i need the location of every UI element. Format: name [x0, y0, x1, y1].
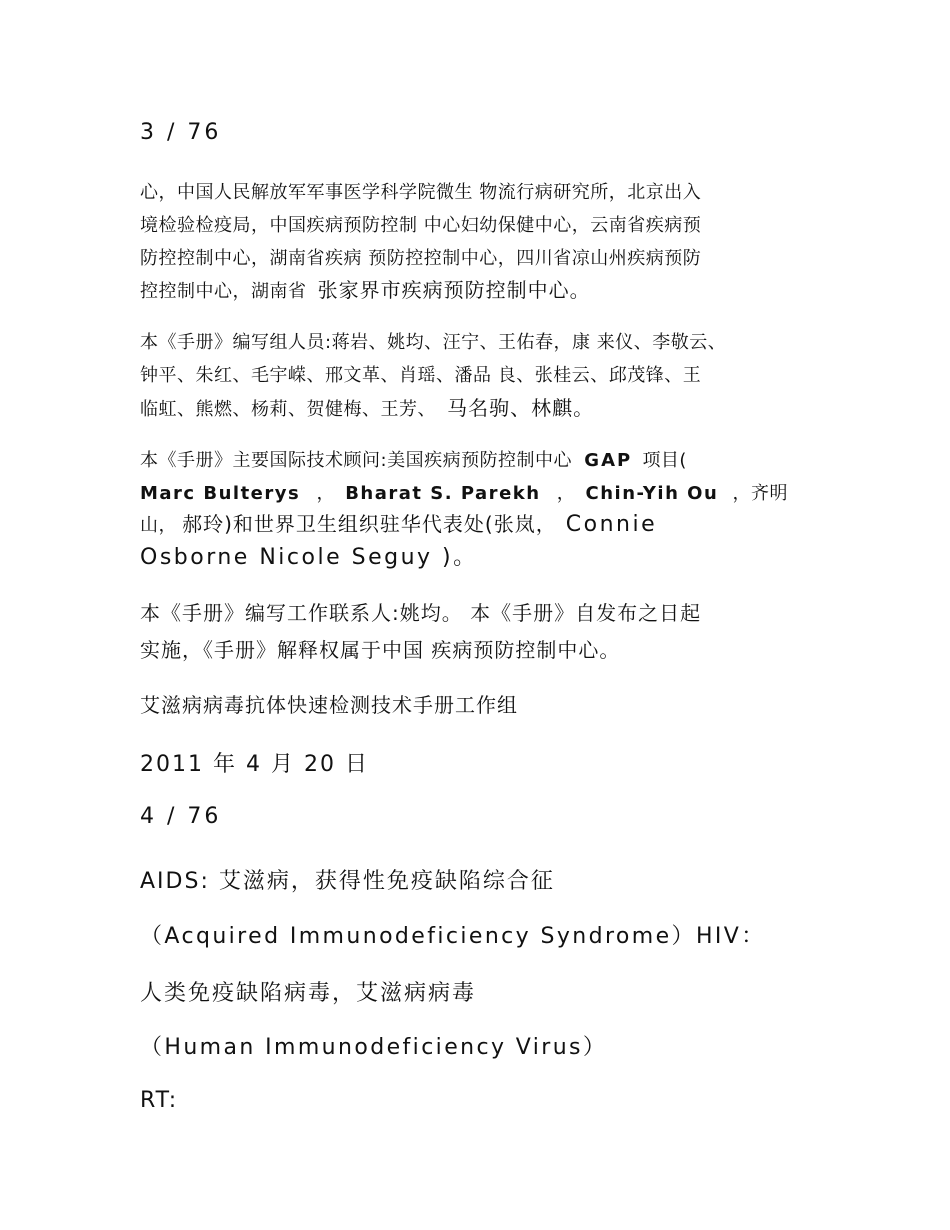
paragraph-line-mixed: [140, 479, 788, 505]
paragraph-line-mixed: [140, 274, 591, 303]
abbreviation-rt: RT:: [140, 1088, 179, 1113]
separator: ，: [556, 483, 576, 504]
paragraph-line: 心，中国人民解放军军事医学科学院微生 物流行病研究所，北京出入: [140, 182, 702, 203]
abbreviation-hiv: 人类免疫缺陷病毒，艾滋病病毒: [140, 981, 477, 1006]
paragraph-text: 临虹、熊燃、杨莉、贺健梅、王芳、: [140, 399, 436, 420]
abbreviation-hiv-english: （Human Immunodeficiency Virus）: [140, 1035, 608, 1060]
paragraph-line-mixed: [140, 508, 657, 537]
paragraph-text: 山，: [140, 515, 177, 536]
advisor-name: Bharat S. Parekh: [345, 483, 541, 504]
separator: ，: [316, 483, 335, 504]
paragraph-line-mixed: [140, 392, 594, 421]
org-abbrev: GAP: [584, 450, 633, 471]
advisor-name: Marc Bulterys: [140, 483, 301, 504]
paragraph-line: Osborne Nicole Seguy )。: [140, 545, 478, 570]
abbreviation-aids: AIDS: 艾滋病，获得性免疫缺陷综合征: [140, 869, 555, 894]
paragraph-line: 本《手册》编写工作联系人:姚均。 本《手册》自发布之日起: [140, 601, 702, 625]
abbreviation-aids-english: （Acquired Immunodeficiency Syndrome）HIV：: [140, 924, 766, 949]
paragraph-text: 马名驹、林麒。: [447, 396, 595, 420]
publish-date: 2011 年 4 月 20 日: [140, 752, 369, 777]
paragraph-line: 防控控制中心，湖南省疾病 预防控控制中心，四川省凉山州疾病预防: [140, 248, 702, 269]
paragraph-line: 钟平、朱红、毛宇嵘、邢文革、肖瑶、潘品 良、张桂云、邱茂锋、王: [140, 365, 702, 386]
paragraph-text: ，齐明: [732, 483, 789, 504]
advisor-name: Chin-Yih Ou: [585, 483, 719, 504]
paragraph-text: 本《手册》主要国际技术顾问:美国疾病预防控制中心: [140, 450, 573, 471]
working-group-signature: 艾滋病病毒抗体快速检测技术手册工作组: [140, 693, 518, 717]
paragraph-line: 实施，《手册》解释权属于中国 疾病预防控制中心。: [140, 638, 621, 662]
page-number-3: 3 / 76: [140, 120, 222, 145]
paragraph-text: Connie: [565, 512, 658, 537]
page-number-4: 4 / 76: [140, 804, 222, 829]
paragraph-line: 境检验检疫局，中国疾病预防控制 中心妇幼保健中心，云南省疾病预: [140, 215, 702, 236]
paragraph-text: 控控制中心，湖南省: [140, 281, 307, 302]
paragraph-text: 郝玲)和世界卫生组织驻华代表处(张岚，: [182, 512, 557, 536]
paragraph-line: 本《手册》编写组人员:蒋岩、姚均、汪宁、王佑春，康 来仪、李敬云、: [140, 332, 727, 353]
paragraph-text: 项目(: [642, 450, 687, 471]
paragraph-line-mixed: [140, 446, 687, 472]
paragraph-text: 张家界市疾病预防控制中心。: [317, 278, 591, 302]
